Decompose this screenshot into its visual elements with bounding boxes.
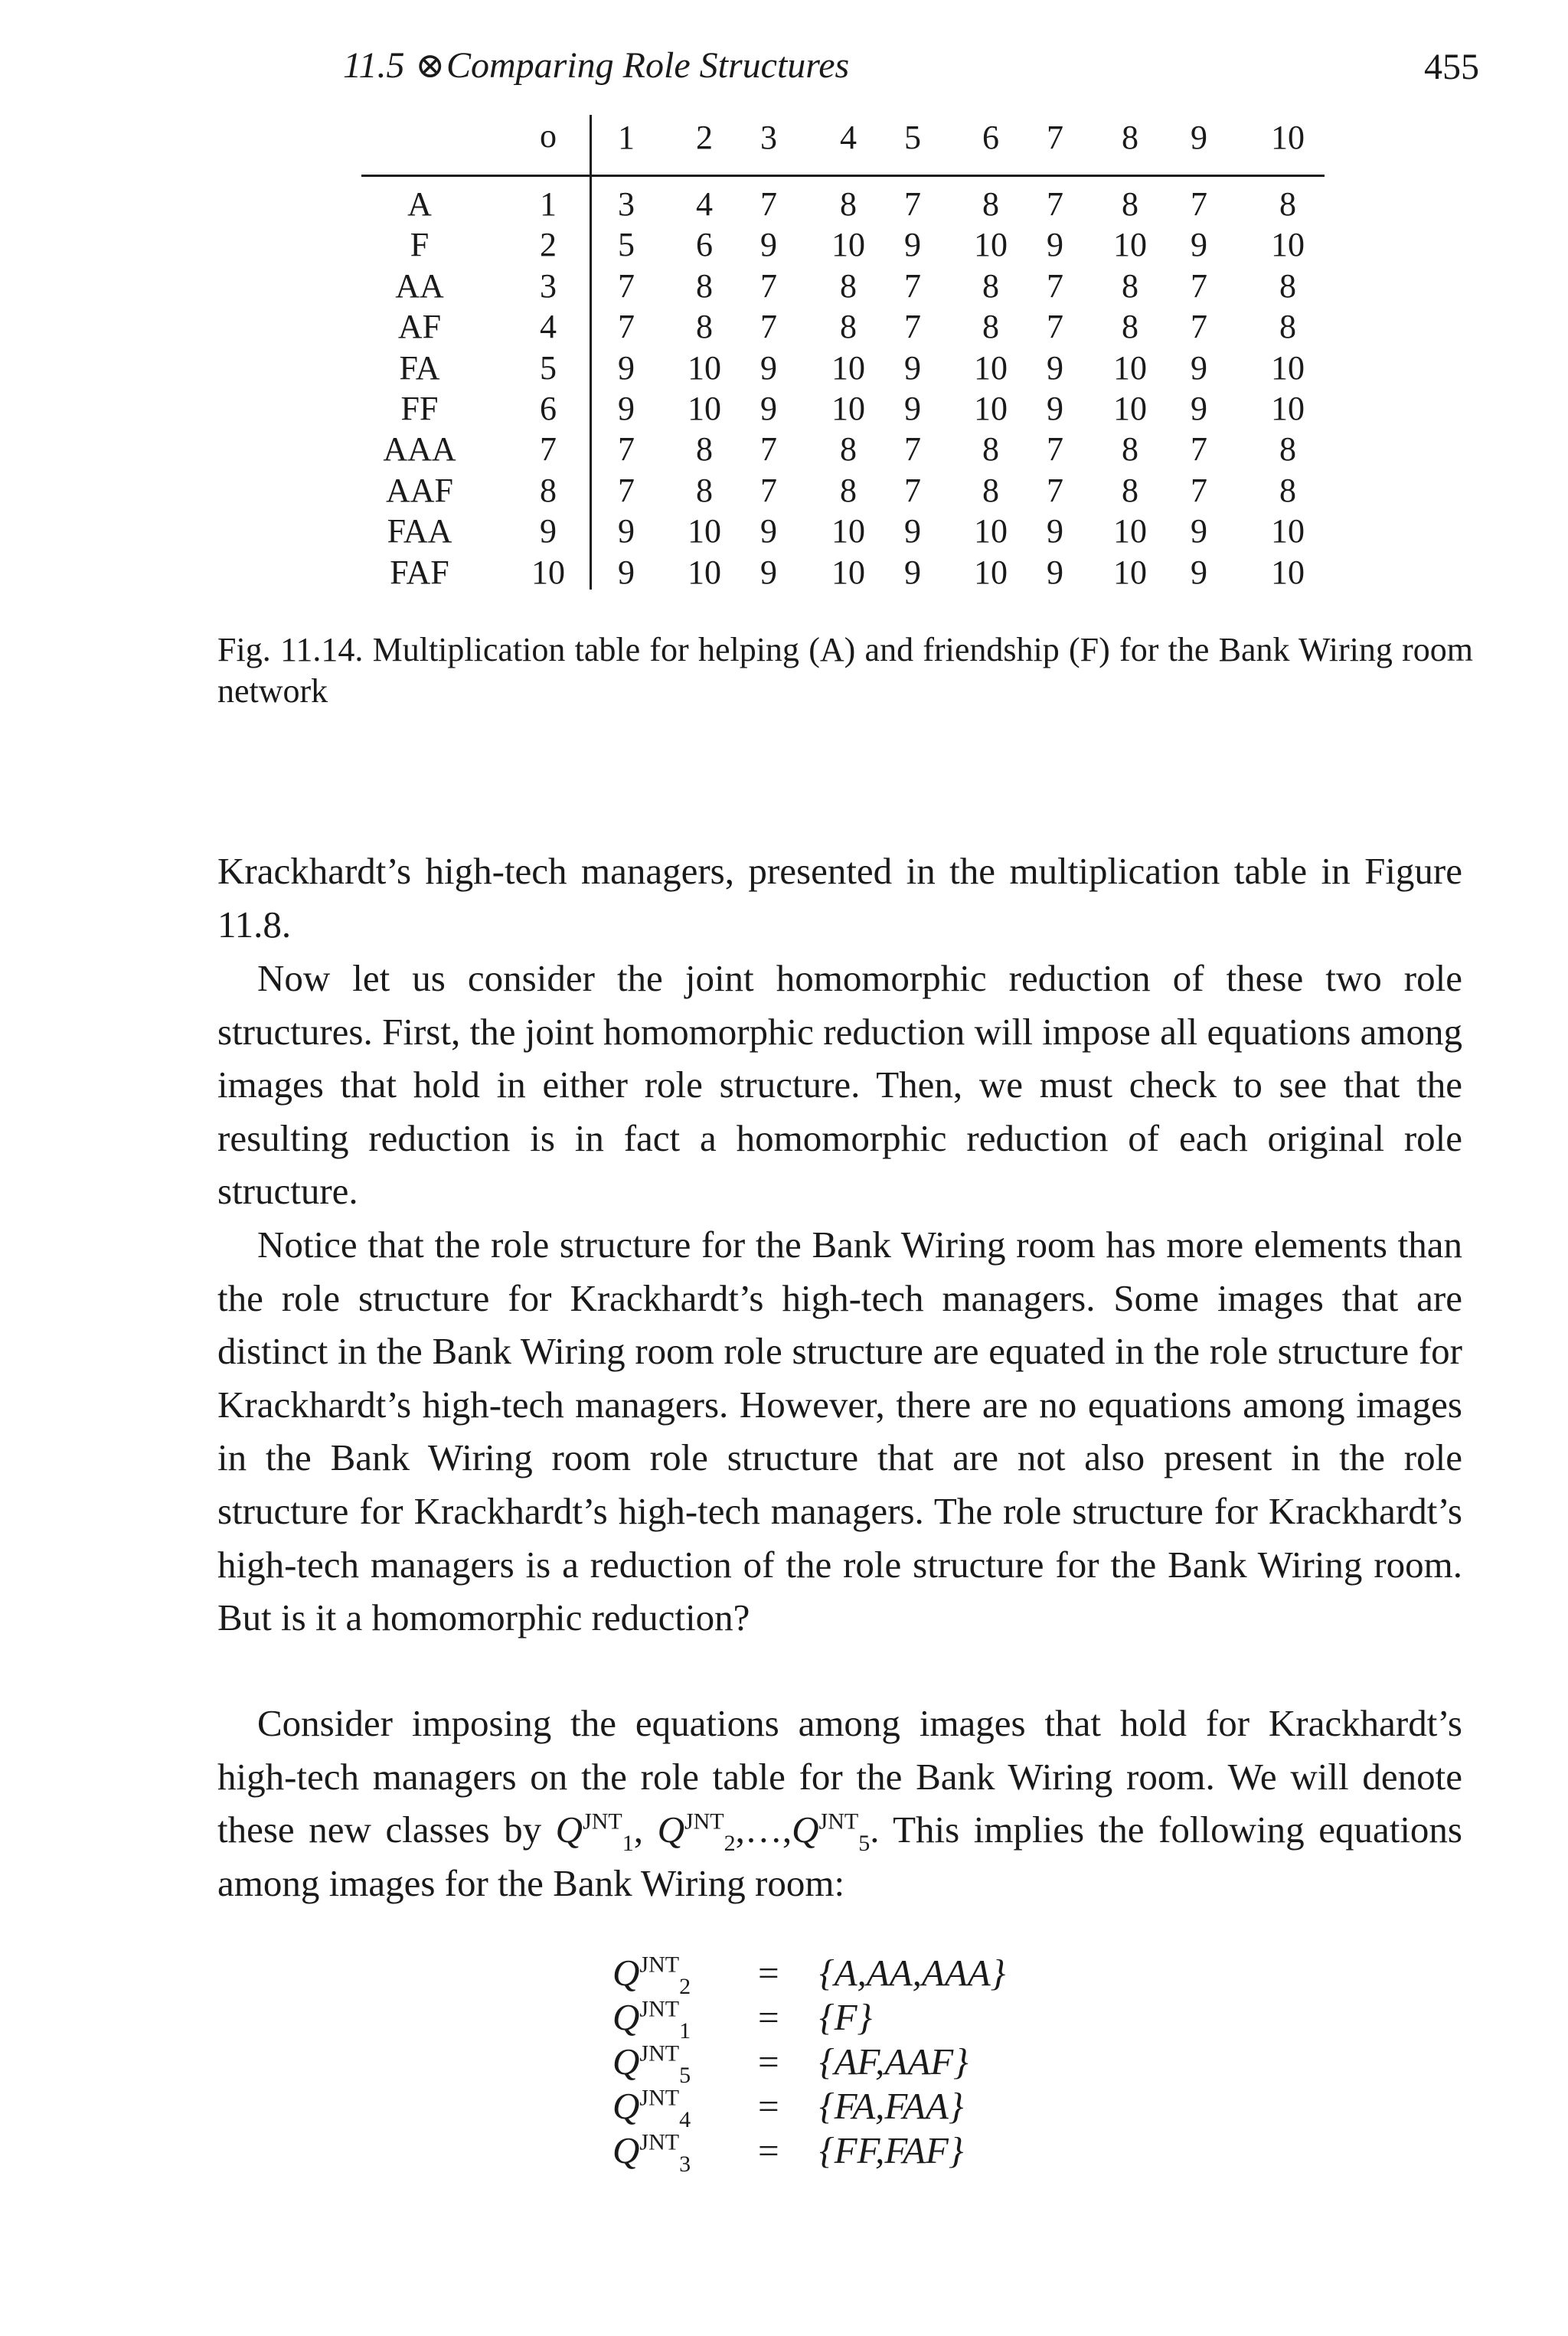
table-row-index: 3 [540, 267, 557, 305]
table-cell: 8 [1279, 267, 1296, 305]
table-cell: 9 [760, 390, 777, 427]
figure-caption: Fig. 11.14. Multiplication table for helping (A) and friendship (F) for the Bank Wiring room network [217, 631, 1473, 710]
table-row-label: FAA [387, 512, 452, 550]
equals-sign: = [758, 1996, 779, 2038]
table-column-header: 9 [1191, 119, 1207, 156]
table-cell: 8 [982, 185, 999, 223]
equation-rhs: {FA,FAA} [819, 2085, 964, 2127]
table-column-header: 10 [1271, 119, 1305, 156]
table-cell: 7 [1191, 472, 1207, 509]
table-row-label: A [407, 185, 432, 223]
table-cell: 10 [831, 512, 865, 550]
table-cell: 8 [696, 267, 713, 305]
table-cell: 9 [618, 554, 635, 591]
table-row-index: 2 [540, 226, 557, 263]
table-cell: 10 [1271, 512, 1305, 550]
q1-symbol: $Q^{JNT}_1$ [555, 1808, 634, 1856]
table-row-index: 9 [540, 512, 557, 550]
table-cell: 8 [982, 430, 999, 468]
table-cell: 10 [974, 554, 1008, 591]
table-cell: 7 [618, 267, 635, 305]
table-column-header: 6 [982, 119, 999, 156]
equals-sign: = [758, 2085, 779, 2127]
table-cell: 9 [1191, 349, 1207, 387]
table-cell: 7 [1047, 267, 1063, 305]
table-row-label: FA [399, 349, 440, 387]
table-cell: 8 [1279, 308, 1296, 345]
table-cell: 3 [618, 185, 635, 223]
table-row-index: 6 [540, 390, 557, 427]
paragraph-3: Notice that the role structure for the Bank Wiring room has more elements than the role structure for Krackhardt’s high-tech managers. Some images that are distinct in the Bank Wiring room role structure are equated in the role structure for Krackhardt’s high-tech managers. However, there are no equations among images in the Bank Wiring room role structure that are not also present in the role structure for Krackhardt’s high-tech managers. The role structure for Krackhardt’s high-tech managers is a reduction of the role structure for the Bank Wiring room. But is it a homomorphic reduction? [217, 1224, 1462, 1639]
table-cell: 8 [696, 430, 713, 468]
table-cell: 4 [696, 185, 713, 223]
table-cell: 10 [974, 390, 1008, 427]
table-cell: 9 [760, 554, 777, 591]
table-cell: 10 [831, 226, 865, 263]
table-cell: 7 [904, 267, 921, 305]
table-cell: 8 [840, 308, 857, 345]
table-cell: 9 [1047, 226, 1063, 263]
table-cell: 10 [688, 512, 721, 550]
table-cell: 7 [1191, 308, 1207, 345]
table-cell: 8 [840, 430, 857, 468]
table-cell: 8 [1279, 430, 1296, 468]
table-cell: 8 [1122, 308, 1138, 345]
table-cell: 9 [904, 512, 921, 550]
equation-lhs: $Q^{JNT}_5$ [612, 2040, 691, 2088]
table-cell: 8 [840, 185, 857, 223]
table-cell: 7 [1191, 267, 1207, 305]
table-cell: 8 [1122, 430, 1138, 468]
table-column-header: 5 [904, 119, 921, 156]
table-cell: 7 [1047, 308, 1063, 345]
table-row-index: 10 [531, 554, 565, 591]
table-column-header: 3 [760, 119, 777, 156]
table-cell: 7 [904, 472, 921, 509]
table-cell: 9 [1191, 512, 1207, 550]
table-row-label: FAF [390, 554, 449, 591]
table-row-label: F [410, 226, 430, 263]
paragraph-4: Consider imposing the equations among images that hold for Krackhardt’s high-tech managers on the role table for the Bank Wiring room. We will denote these new classes by $Q^{JNT}_1$, $Q^{JNT}_2,\dots,Q^{JNT}_5$. This implies the following equations among images for the Bank Wiring room: [217, 1702, 1462, 1904]
equals-sign: = [758, 1952, 779, 1994]
table-cell: 7 [760, 308, 777, 345]
table-row-label: FF [400, 390, 439, 427]
table-cell: 9 [1191, 390, 1207, 427]
q2-symbol: $Q^{JNT}_2$ [657, 1808, 736, 1856]
table-row-index: 5 [540, 349, 557, 387]
table-row-label: AF [397, 308, 442, 345]
table-column-header: 4 [840, 119, 857, 156]
equation-lhs: $Q^{JNT}_2$ [612, 1952, 691, 1999]
table-cell: 9 [904, 349, 921, 387]
table-cell: 9 [904, 554, 921, 591]
table-row-label: AAF [385, 472, 454, 509]
running-header [343, 44, 849, 87]
table-row-index: 1 [540, 185, 557, 223]
equation-lhs: $Q^{JNT}_1$ [612, 1996, 691, 2044]
table-cell: 9 [618, 349, 635, 387]
table-cell: 10 [1271, 390, 1305, 427]
table-header-rule [361, 175, 1325, 177]
table-cell: 10 [1271, 226, 1305, 263]
table-cell: 10 [688, 554, 721, 591]
table-cell: 8 [1279, 472, 1296, 509]
equation-rhs: {FF,FAF} [819, 2129, 964, 2171]
table-cell: 8 [840, 472, 857, 509]
otimes-icon: ⊗ [415, 46, 445, 85]
table-cell: 8 [1122, 185, 1138, 223]
table-cell: 8 [840, 267, 857, 305]
equals-sign: = [758, 2040, 779, 2083]
paragraph-2: Now let us consider the joint homomorphic reduction of these two role structures. First, the joint homomorphic reduction will impose all equations among images that hold in either role structure. Then, we must check to see that the resulting reduction is in fact a homomorphic reduction of each original role structure. [217, 957, 1462, 1213]
table-cell: 8 [982, 267, 999, 305]
table-cell: 7 [618, 472, 635, 509]
table-cell: 9 [618, 390, 635, 427]
table-cell: 9 [904, 390, 921, 427]
table-column-header: 8 [1122, 119, 1138, 156]
table-cell: 7 [618, 308, 635, 345]
table-cell: 10 [1113, 349, 1147, 387]
page-number: 455 [1424, 47, 1479, 87]
table-cell: 8 [1279, 185, 1296, 223]
table-row-index: 7 [540, 430, 557, 468]
table-cell: 9 [760, 349, 777, 387]
table-cell: 7 [1191, 185, 1207, 223]
table-cell: 7 [904, 185, 921, 223]
table-cell: 7 [1047, 472, 1063, 509]
table-cell: 10 [1271, 554, 1305, 591]
table-cell: 10 [688, 390, 721, 427]
table-cell: 8 [982, 308, 999, 345]
table-cell: 9 [1047, 390, 1063, 427]
table-cell: 8 [696, 308, 713, 345]
equation-lhs: $Q^{JNT}_4$ [612, 2085, 691, 2132]
table-cell: 8 [1122, 267, 1138, 305]
table-cell: 9 [904, 226, 921, 263]
table-cell: 7 [1047, 185, 1063, 223]
table-cell: 8 [982, 472, 999, 509]
table-cell: 7 [618, 430, 635, 468]
equation-rhs: {F} [819, 1996, 873, 2038]
table-row-label: AAA [383, 430, 456, 468]
equals-sign: = [758, 2129, 779, 2171]
table-cell: 5 [618, 226, 635, 263]
table-cell: 9 [1191, 554, 1207, 591]
table-cell: 7 [760, 430, 777, 468]
table-row-index: 8 [540, 472, 557, 509]
table-cell: 7 [760, 185, 777, 223]
table-cell: 10 [974, 349, 1008, 387]
table-cell: 10 [1271, 349, 1305, 387]
table-cell: 9 [1047, 512, 1063, 550]
table-cell: 8 [1122, 472, 1138, 509]
table-cell: 10 [1113, 512, 1147, 550]
table-cell: 10 [974, 512, 1008, 550]
table-column-header: 7 [1047, 119, 1063, 156]
table-cell: 10 [1113, 390, 1147, 427]
table-cell: 9 [760, 226, 777, 263]
table-row-label: AA [395, 267, 444, 305]
table-column-rule [590, 115, 592, 590]
table-cell: 10 [974, 226, 1008, 263]
table-column-header: 2 [696, 119, 713, 156]
q5-symbol: $Q^{JNT}_5$ [792, 1808, 871, 1856]
table-cell: 9 [1047, 349, 1063, 387]
section-title: Comparing Role Structures [446, 45, 850, 86]
table-corner-symbol: o [540, 117, 557, 155]
table-row-index: 4 [540, 308, 557, 345]
table-cell: 7 [760, 267, 777, 305]
equation-rhs: {A,AA,AAA} [819, 1952, 1006, 1994]
table-cell: 9 [1191, 226, 1207, 263]
table-cell: 7 [904, 308, 921, 345]
section-number: 11.5 [343, 45, 405, 86]
table-column-header: 1 [618, 119, 635, 156]
table-cell: 10 [831, 349, 865, 387]
table-cell: 10 [1113, 554, 1147, 591]
table-cell: 10 [831, 554, 865, 591]
table-cell: 10 [831, 390, 865, 427]
equation-lhs: $Q^{JNT}_3$ [612, 2129, 691, 2177]
paragraph-1: Krackhardt’s high-tech managers, presented in the multiplication table in Figure 11.8. [217, 850, 1462, 946]
table-cell: 9 [618, 512, 635, 550]
table-cell: 7 [1047, 430, 1063, 468]
table-cell: 9 [1047, 554, 1063, 591]
table-cell: 7 [760, 472, 777, 509]
table-cell: 7 [904, 430, 921, 468]
table-cell: 10 [1113, 226, 1147, 263]
table-cell: 7 [1191, 430, 1207, 468]
table-cell: 8 [696, 472, 713, 509]
equation-rhs: {AF,AAF} [819, 2040, 969, 2083]
table-cell: 6 [696, 226, 713, 263]
table-cell: 10 [688, 349, 721, 387]
table-cell: 9 [760, 512, 777, 550]
